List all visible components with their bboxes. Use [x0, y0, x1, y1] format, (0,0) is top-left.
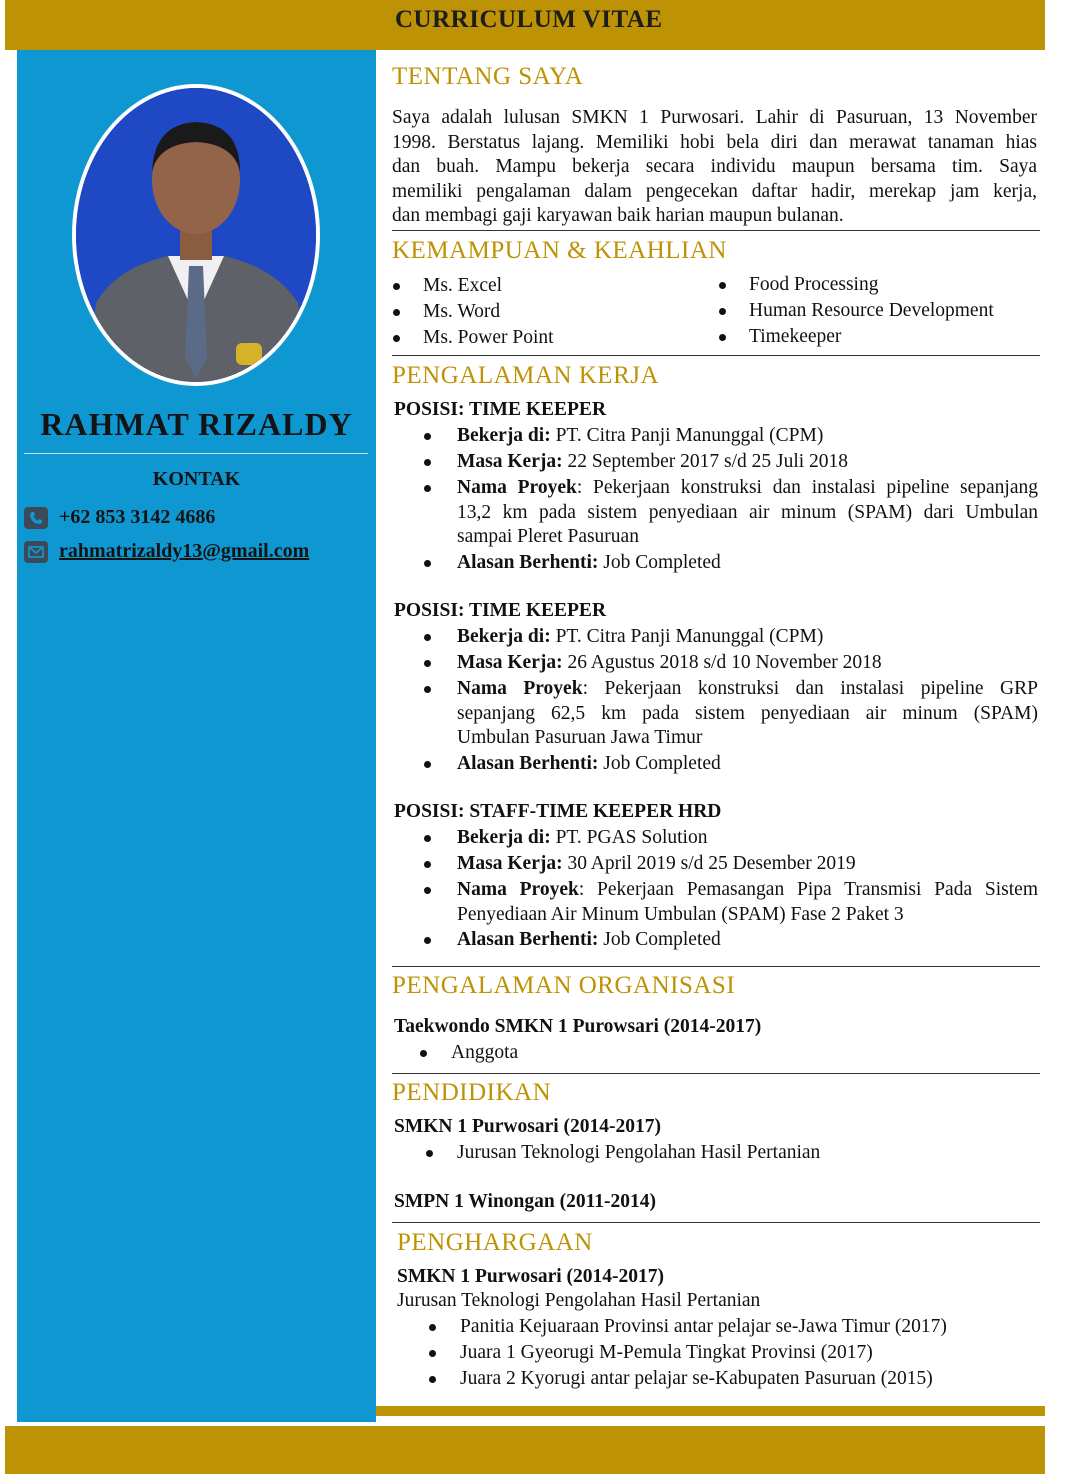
skill-item: Human Resource Development [749, 300, 994, 321]
school-major: Jurusan Teknologi Pengolahan Hasil Pertanian [457, 1142, 821, 1163]
bullet [719, 308, 726, 315]
divider [392, 1222, 1040, 1223]
skill-item: Ms. Excel [423, 275, 503, 296]
job-company: Bekerja di: PT. Citra Panji Manunggal (CPM) [457, 626, 824, 647]
bullet [719, 282, 726, 289]
bullet [424, 937, 431, 944]
bullet [420, 1050, 427, 1057]
award-school: SMKN 1 Purwosari (2014-2017) [397, 1266, 665, 1287]
skill-item: Ms. Word [423, 301, 501, 322]
divider [392, 966, 1040, 967]
about-line: memiliki pengalaman dalam pengecekan daftar hadir, merekap jam kerja, [392, 180, 1037, 202]
divider [392, 355, 1040, 356]
about-line: dan buah. Mampu bekerja secara individu maupun bersama tim. Saya [392, 156, 1037, 177]
mail-icon [24, 541, 48, 563]
school-name: SMPN 1 Winongan (2011-2014) [394, 1191, 657, 1212]
about-paragraph [392, 106, 1037, 229]
job-period: Masa Kerja: 22 September 2017 s/d 25 Juli 2018 [457, 451, 849, 472]
skill-item: Ms. Power Point [423, 327, 554, 348]
footer-bar [5, 1426, 1045, 1474]
section-heading-awards: PENGHARGAAN [397, 1229, 593, 1256]
job-title: POSISI: TIME KEEPER [394, 399, 607, 420]
job-project: Nama Proyek: Pekerjaan konstruksi dan instalasi pipeline sepanjang 13,2 km pada sistem penyediaan air minum (SPAM) dari Umbulan sampai Pleret Pasuruan [457, 477, 1038, 547]
bullet [424, 660, 431, 667]
section-heading-education: PENDIDIKAN [392, 1079, 552, 1106]
bullet [424, 887, 431, 894]
bullet [424, 433, 431, 440]
job-period: Masa Kerja: 30 April 2019 s/d 25 Desember 2019 [457, 853, 856, 874]
section-heading-skills: KEMAMPUAN & KEAHLIAN [392, 237, 727, 264]
bullet [424, 459, 431, 466]
section-heading-work: PENGALAMAN KERJA [392, 362, 660, 389]
bullet [424, 686, 431, 693]
job-company: Bekerja di: PT. PGAS Solution [457, 827, 708, 848]
section-heading-organization: PENGALAMAN ORGANISASI [392, 972, 736, 999]
footer-bar-thin [376, 1406, 1045, 1416]
job-reason: Alasan Berhenti: Job Completed [457, 552, 721, 573]
phone-number: +62 853 3142 4686 [59, 506, 216, 528]
bullet [393, 309, 400, 316]
award-item: Panitia Kejuaraan Provinsi antar pelajar se-Jawa Timur (2017) [460, 1316, 947, 1337]
bullet [424, 485, 431, 492]
about-line: dan membagi gaji karyawan baik harian maupun bulanan. [392, 205, 844, 226]
bullet [426, 1150, 433, 1157]
bullet [424, 634, 431, 641]
job-title: POSISI: TIME KEEPER [394, 600, 607, 621]
profile-photo [72, 84, 320, 386]
bullet [393, 335, 400, 342]
job-company: Bekerja di: PT. Citra Panji Manunggal (CPM) [457, 425, 824, 446]
bullet [393, 283, 400, 290]
award-major: Jurusan Teknologi Pengolahan Hasil Pertanian [397, 1290, 761, 1311]
bullet [429, 1376, 436, 1383]
bullet [429, 1350, 436, 1357]
contact-phone [24, 506, 215, 529]
bullet [424, 861, 431, 868]
bullet [429, 1324, 436, 1331]
bullet [719, 334, 726, 341]
job-project: Nama Proyek: Pekerjaan konstruksi dan instalasi pipeline GRP sepanjang 62,5 km pada sistem penyediaan air minum (SPAM) Umbulan Pasuruan Jawa Timur [457, 678, 1038, 748]
bullet [424, 761, 431, 768]
page-title: CURRICULUM VITAE [395, 6, 663, 33]
job-reason: Alasan Berhenti: Job Completed [457, 929, 721, 950]
about-line: Saya adalah lulusan SMKN 1 Purwosari. Lahir di Pasuruan, 13 November [392, 107, 1037, 128]
divider [392, 230, 1040, 231]
skill-item: Timekeeper [749, 326, 842, 347]
org-title: Taekwondo SMKN 1 Purowsari (2014-2017) [394, 1016, 762, 1037]
job-reason: Alasan Berhenti: Job Completed [457, 753, 721, 774]
phone-icon [24, 507, 48, 529]
award-item: Juara 1 Gyeorugi M-Pemula Tingkat Provinsi (2017) [460, 1342, 873, 1363]
bullet [424, 560, 431, 567]
candidate-name: RAHMAT RIZALDY [40, 406, 353, 442]
bullet [424, 835, 431, 842]
org-role: Anggota [451, 1042, 519, 1063]
contact-email [24, 540, 309, 563]
job-period: Masa Kerja: 26 Agustus 2018 s/d 10 November 2018 [457, 652, 882, 673]
contact-heading: KONTAK [152, 468, 241, 490]
section-heading-about: TENTANG SAYA [392, 63, 584, 90]
divider [24, 453, 368, 454]
job-project: Nama Proyek: Pekerjaan Pemasangan Pipa Transmisi Pada Sistem Penyediaan Air Minum Umbulan (SPAM) Fase 2 Paket 3 [457, 879, 1038, 925]
email-link[interactable]: rahmatrizaldy13@gmail.com [59, 540, 310, 562]
job-title: POSISI: STAFF-TIME KEEPER HRD [394, 801, 722, 822]
divider [392, 1073, 1040, 1074]
skill-item: Food Processing [749, 274, 879, 295]
about-line: 1998. Berstatus lajang. Memiliki hobi bela diri dan merawat tanaman hias [392, 131, 1037, 153]
school-name: SMKN 1 Purwosari (2014-2017) [394, 1116, 662, 1137]
award-item: Juara 2 Kyorugi antar pelajar se-Kabupaten Pasuruan (2015) [460, 1368, 933, 1389]
